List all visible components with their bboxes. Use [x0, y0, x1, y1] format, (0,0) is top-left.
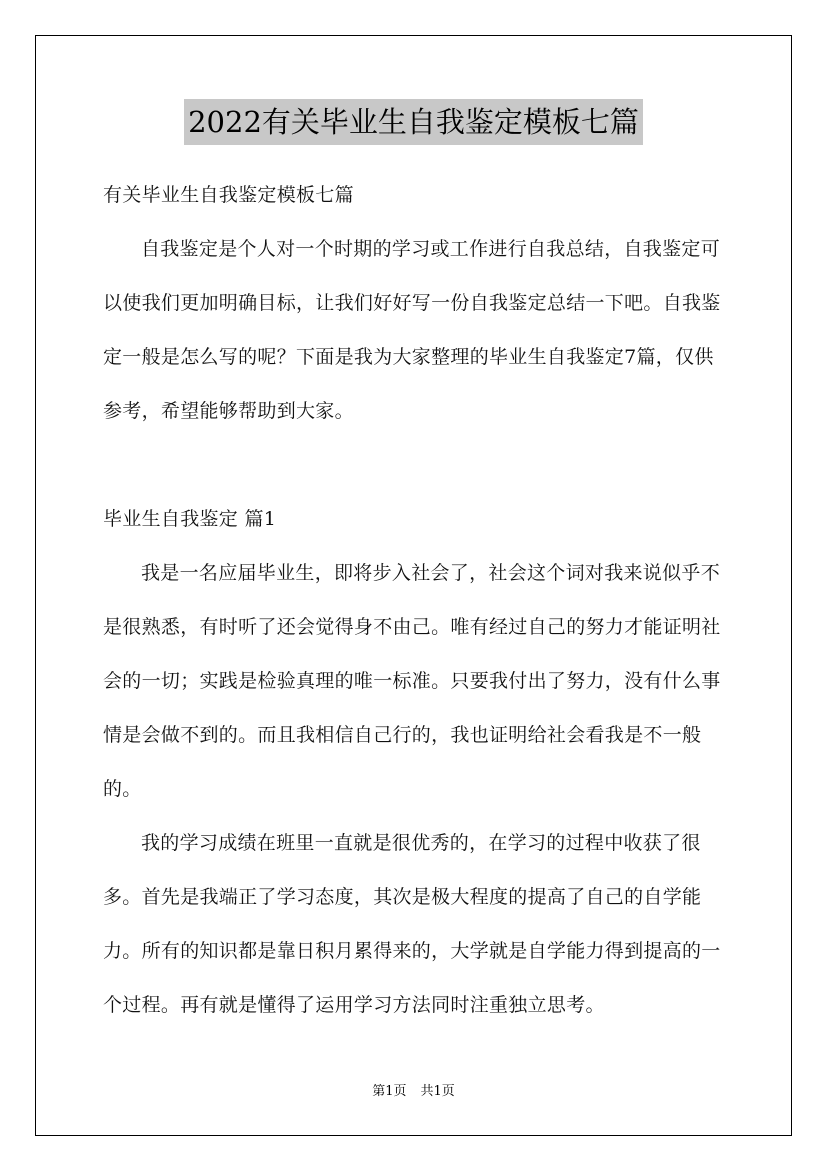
page-number: 第1页 [372, 1084, 407, 1099]
body-paragraph-2: 我的学习成绩在班里一直就是很优秀的，在学习的过程中收获了很多。首先是我端正了学习态度，其次是极大程度的提高了自己的自学能力。所有的知识都是靠日积月累得来的，大学就是自学能力得到提高的一个过程。再有就是懂得了运用学习方法同时注重独立思考。 [103, 832, 721, 1016]
page-footer [0, 1082, 827, 1102]
document-title: 2022有关毕业生自我鉴定模板七篇 [184, 99, 643, 145]
intro-paragraph: 自我鉴定是个人对一个时期的学习或工作进行自我总结，自我鉴定可以使我们更加明确目标，让我们好好写一份自我鉴定总结一下吧。自我鉴定一般是怎么写的呢？下面是我为大家整理的毕业生自我鉴定7篇，仅供参考，希望能够帮助到大家。 [103, 238, 721, 422]
page-total: 共1页 [420, 1084, 455, 1099]
title-container [0, 99, 827, 145]
section-spacer [103, 438, 731, 492]
body-paragraph-1: 我是一名应届毕业生，即将步入社会了，社会这个词对我来说似乎不是很熟悉，有时听了还会觉得身不由己。唯有经过自己的努力才能证明社会的一切；实践是检验真理的唯一标准。只要我付出了努力，没有什么事情是会做不到的。而且我相信自己行的，我也证明给社会看我是不一般的。 [103, 562, 721, 800]
subtitle: 有关毕业生自我鉴定模板七篇 [103, 184, 354, 206]
document-body [103, 168, 731, 1032]
section-heading: 毕业生自我鉴定 篇1 [103, 508, 277, 530]
